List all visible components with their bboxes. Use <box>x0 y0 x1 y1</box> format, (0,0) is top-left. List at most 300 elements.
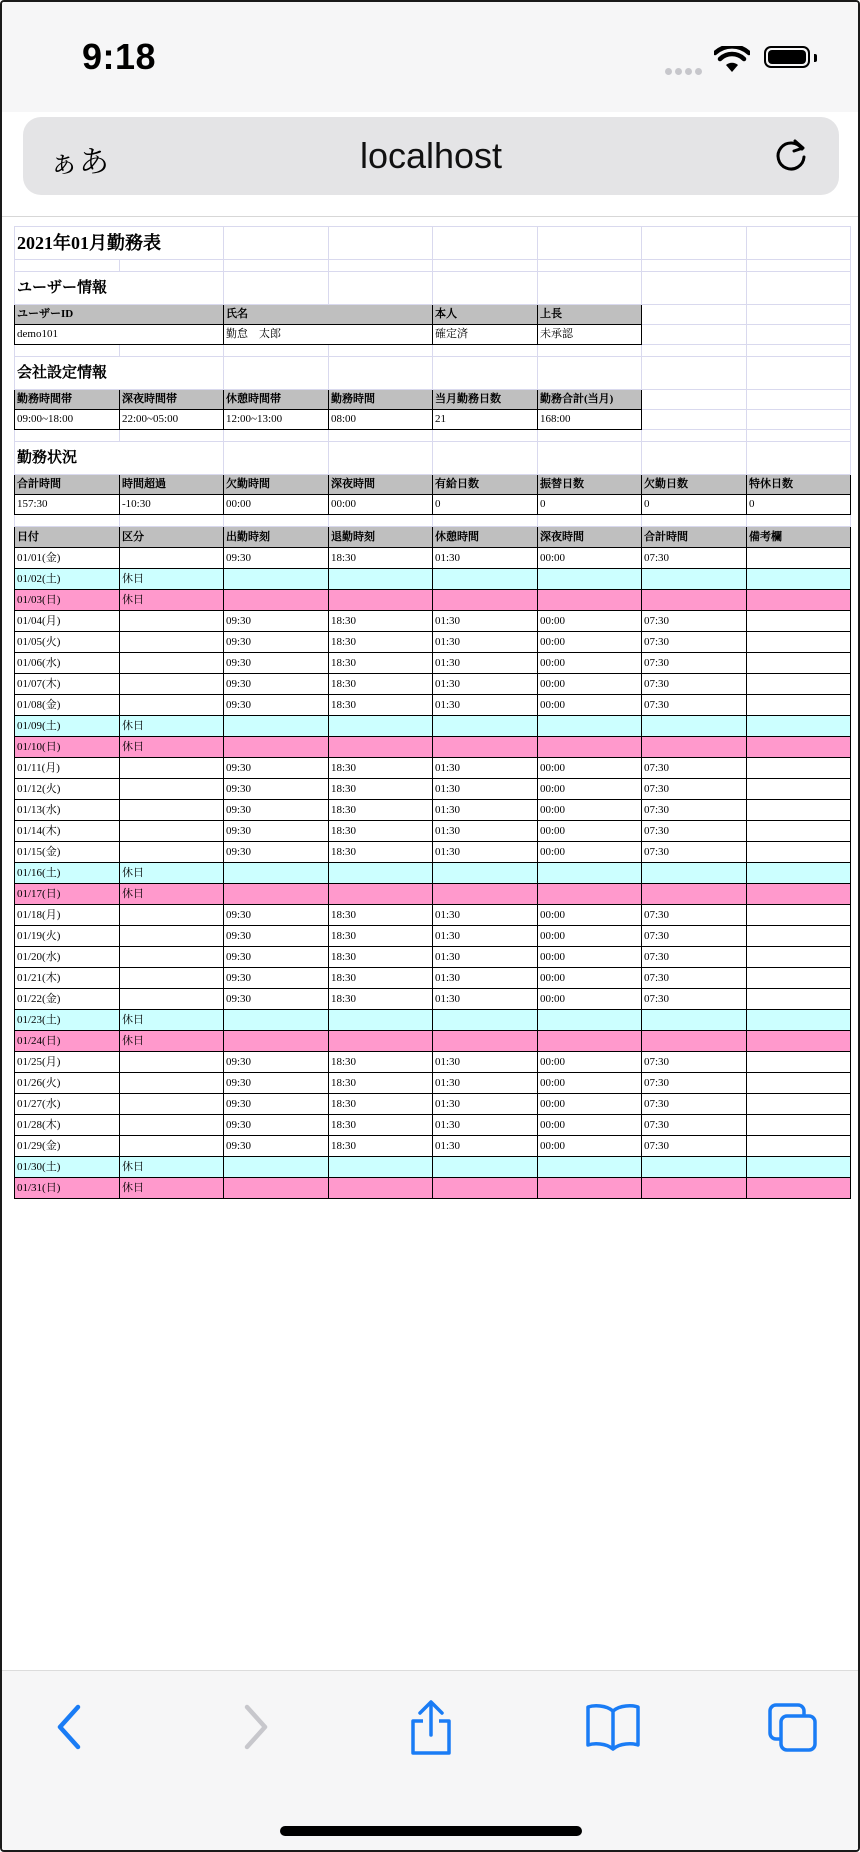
company-section-title-row <box>15 357 851 390</box>
company-value-cell: 22:00~05:00 <box>120 410 224 430</box>
attendance-cell <box>120 1052 224 1073</box>
attendance-cell: 07:30 <box>642 674 747 695</box>
attendance-cell <box>120 1073 224 1094</box>
attendance-cell <box>747 947 851 968</box>
attendance-cell <box>747 821 851 842</box>
attendance-cell: 01:30 <box>433 1136 538 1157</box>
attendance-cell: 休日 <box>120 863 224 884</box>
reload-icon[interactable] <box>771 135 811 175</box>
attendance-cell: 18:30 <box>329 1115 433 1136</box>
attendance-row <box>15 842 851 863</box>
attendance-row <box>15 821 851 842</box>
attendance-row <box>15 863 851 884</box>
attendance-cell: 07:30 <box>642 905 747 926</box>
attendance-cell: 00:00 <box>538 1052 642 1073</box>
attendance-cell: 18:30 <box>329 779 433 800</box>
attendance-cell <box>747 758 851 779</box>
attendance-cell: 01:30 <box>433 632 538 653</box>
attendance-cell <box>120 842 224 863</box>
attendance-cell: 00:00 <box>538 821 642 842</box>
status-section-title: 勤務状況 <box>15 442 224 475</box>
attendance-cell: 07:30 <box>642 1136 747 1157</box>
attendance-cell: 00:00 <box>538 758 642 779</box>
attendance-header-cell: 備考欄 <box>747 527 851 548</box>
attendance-cell <box>433 884 538 905</box>
attendance-cell: 01/13(水) <box>15 800 120 821</box>
company-header-row <box>15 390 851 410</box>
attendance-cell: 01:30 <box>433 548 538 569</box>
attendance-cell: 09:30 <box>224 548 329 569</box>
attendance-cell: 09:30 <box>224 926 329 947</box>
user-name-value: 勤怠 太郎 <box>224 325 433 345</box>
attendance-row <box>15 1073 851 1094</box>
attendance-cell: 01/29(金) <box>15 1136 120 1157</box>
attendance-cell <box>747 674 851 695</box>
attendance-cell: 09:30 <box>224 653 329 674</box>
attendance-cell <box>433 1157 538 1178</box>
attendance-cell: 01/31(日) <box>15 1178 120 1199</box>
attendance-cell <box>642 1031 747 1052</box>
attendance-cell <box>538 863 642 884</box>
status-header-cell: 欠勤日数 <box>642 475 747 495</box>
attendance-cell <box>747 1115 851 1136</box>
attendance-cell: 09:30 <box>224 800 329 821</box>
attendance-cell <box>120 779 224 800</box>
attendance-cell: 09:30 <box>224 989 329 1010</box>
attendance-cell: 01/07(木) <box>15 674 120 695</box>
attendance-cell: 01/06(水) <box>15 653 120 674</box>
attendance-cell <box>747 968 851 989</box>
attendance-cell: 07:30 <box>642 821 747 842</box>
attendance-cell: 休日 <box>120 1010 224 1031</box>
attendance-header-row <box>15 527 851 548</box>
attendance-cell <box>120 1136 224 1157</box>
status-value-cell: 0 <box>747 495 851 515</box>
attendance-row <box>15 674 851 695</box>
attendance-cell: 18:30 <box>329 926 433 947</box>
attendance-cell: 18:30 <box>329 548 433 569</box>
attendance-cell <box>433 737 538 758</box>
attendance-cell: 00:00 <box>538 1094 642 1115</box>
attendance-cell <box>224 1010 329 1031</box>
attendance-cell: 01/25(月) <box>15 1052 120 1073</box>
browser-toolbar <box>2 1670 858 1851</box>
attendance-row <box>15 548 851 569</box>
attendance-cell: 09:30 <box>224 842 329 863</box>
attendance-row <box>15 632 851 653</box>
status-header-cell: 有給日数 <box>433 475 538 495</box>
attendance-cell <box>747 800 851 821</box>
attendance-cell: 01:30 <box>433 1094 538 1115</box>
attendance-cell <box>224 884 329 905</box>
attendance-cell <box>747 1094 851 1115</box>
attendance-cell <box>120 821 224 842</box>
attendance-cell: 09:30 <box>224 1094 329 1115</box>
attendance-cell <box>433 1031 538 1052</box>
attendance-cell <box>120 695 224 716</box>
attendance-cell: 00:00 <box>538 968 642 989</box>
status-bar <box>2 2 858 112</box>
user-header-row <box>15 305 851 325</box>
attendance-cell <box>747 842 851 863</box>
attendance-row <box>15 1178 851 1199</box>
attendance-cell: 07:30 <box>642 1094 747 1115</box>
attendance-cell: 01:30 <box>433 989 538 1010</box>
attendance-cell: 01/26(火) <box>15 1073 120 1094</box>
attendance-cell: 09:30 <box>224 821 329 842</box>
attendance-header-cell: 区分 <box>120 527 224 548</box>
status-time: 9:18 <box>82 36 157 77</box>
attendance-cell <box>120 1094 224 1115</box>
attendance-cell: 01:30 <box>433 821 538 842</box>
attendance-cell: 01/10(日) <box>15 737 120 758</box>
attendance-cell: 01/20(水) <box>15 947 120 968</box>
attendance-cell: 休日 <box>120 1178 224 1199</box>
company-value-cell: 12:00~13:00 <box>224 410 329 430</box>
attendance-cell <box>538 1031 642 1052</box>
attendance-cell: 01/05(火) <box>15 632 120 653</box>
attendance-cell: 00:00 <box>538 842 642 863</box>
attendance-cell: 07:30 <box>642 968 747 989</box>
attendance-cell <box>747 653 851 674</box>
attendance-cell: 07:30 <box>642 947 747 968</box>
attendance-header-cell: 日付 <box>15 527 120 548</box>
attendance-cell: 01/22(金) <box>15 989 120 1010</box>
home-indicator[interactable] <box>280 1826 582 1836</box>
status-value-row <box>15 495 851 515</box>
attendance-cell: 00:00 <box>538 989 642 1010</box>
attendance-cell: 07:30 <box>642 779 747 800</box>
attendance-cell: 01/08(金) <box>15 695 120 716</box>
attendance-cell: 18:30 <box>329 695 433 716</box>
attendance-cell <box>747 989 851 1010</box>
status-value-cell: 0 <box>642 495 747 515</box>
status-header-row <box>15 475 851 495</box>
self-label: 本人 <box>433 305 538 325</box>
attendance-cell: 18:30 <box>329 632 433 653</box>
attendance-cell: 18:30 <box>329 968 433 989</box>
attendance-cell <box>329 1010 433 1031</box>
attendance-cell <box>747 548 851 569</box>
attendance-cell: 休日 <box>120 569 224 590</box>
attendance-cell: 01:30 <box>433 1052 538 1073</box>
attendance-cell: 09:30 <box>224 779 329 800</box>
timesheet-grid <box>14 226 851 1199</box>
attendance-cell <box>224 1178 329 1199</box>
attendance-cell: 01:30 <box>433 926 538 947</box>
attendance-cell: 18:30 <box>329 800 433 821</box>
attendance-cell <box>329 716 433 737</box>
attendance-cell: 00:00 <box>538 548 642 569</box>
company-value-cell: 08:00 <box>329 410 433 430</box>
attendance-cell: 01:30 <box>433 674 538 695</box>
status-value-cell: 00:00 <box>224 495 329 515</box>
attendance-cell <box>747 1052 851 1073</box>
user-value-row <box>15 325 851 345</box>
attendance-cell <box>538 1157 642 1178</box>
attendance-cell: 01/12(火) <box>15 779 120 800</box>
back-icon[interactable] <box>50 1701 90 1753</box>
attendance-cell <box>642 716 747 737</box>
address-bar[interactable] <box>23 117 839 195</box>
attendance-cell <box>747 1073 851 1094</box>
attendance-cell: 18:30 <box>329 653 433 674</box>
attendance-cell <box>120 989 224 1010</box>
status-value-cell: 0 <box>433 495 538 515</box>
attendance-cell <box>329 569 433 590</box>
attendance-cell: 01/24(日) <box>15 1031 120 1052</box>
company-section-title: 会社設定情報 <box>15 357 224 390</box>
attendance-cell: 01/16(土) <box>15 863 120 884</box>
wifi-icon <box>714 46 750 74</box>
attendance-cell: 01/28(木) <box>15 1115 120 1136</box>
attendance-cell <box>224 863 329 884</box>
attendance-cell <box>538 884 642 905</box>
attendance-cell: 18:30 <box>329 947 433 968</box>
attendance-cell: 07:30 <box>642 1052 747 1073</box>
attendance-cell <box>642 1178 747 1199</box>
share-icon[interactable] <box>407 1699 455 1757</box>
attendance-cell <box>120 947 224 968</box>
attendance-row <box>15 905 851 926</box>
attendance-cell: 01:30 <box>433 968 538 989</box>
page-title: 2021年01月勤務表 <box>15 227 224 260</box>
attendance-cell: 07:30 <box>642 800 747 821</box>
attendance-cell <box>747 905 851 926</box>
attendance-cell: 00:00 <box>538 653 642 674</box>
attendance-cell <box>747 1010 851 1031</box>
attendance-cell <box>120 674 224 695</box>
attendance-cell <box>642 590 747 611</box>
attendance-cell <box>329 1178 433 1199</box>
attendance-cell: 09:30 <box>224 1136 329 1157</box>
attendance-cell <box>538 569 642 590</box>
attendance-cell: 09:30 <box>224 947 329 968</box>
attendance-row <box>15 1052 851 1073</box>
company-header-cell: 当月勤務日数 <box>433 390 538 410</box>
tabs-icon[interactable] <box>766 1701 820 1755</box>
attendance-cell: 18:30 <box>329 989 433 1010</box>
attendance-cell: 07:30 <box>642 1073 747 1094</box>
attendance-row <box>15 1157 851 1178</box>
address-host[interactable]: localhost <box>359 135 503 176</box>
attendance-cell: 00:00 <box>538 674 642 695</box>
attendance-cell: 18:30 <box>329 821 433 842</box>
status-header-cell: 深夜時間 <box>329 475 433 495</box>
attendance-cell <box>642 1157 747 1178</box>
status-header-cell: 合計時間 <box>15 475 120 495</box>
attendance-cell: 休日 <box>120 590 224 611</box>
attendance-cell: 09:30 <box>224 905 329 926</box>
attendance-cell: 01:30 <box>433 1073 538 1094</box>
attendance-row <box>15 1115 851 1136</box>
attendance-cell: 01/09(土) <box>15 716 120 737</box>
attendance-cell <box>538 1178 642 1199</box>
attendance-cell <box>642 569 747 590</box>
attendance-cell <box>747 737 851 758</box>
attendance-cell <box>433 863 538 884</box>
attendance-row <box>15 1010 851 1031</box>
attendance-cell <box>329 737 433 758</box>
attendance-row <box>15 926 851 947</box>
attendance-row <box>15 968 851 989</box>
status-header-cell: 振替日数 <box>538 475 642 495</box>
attendance-cell: 18:30 <box>329 1052 433 1073</box>
boss-status-value: 未承認 <box>538 325 642 345</box>
attendance-cell <box>747 863 851 884</box>
attendance-cell <box>120 905 224 926</box>
timesheet <box>14 226 850 1199</box>
attendance-cell: 01:30 <box>433 758 538 779</box>
user-id-label: ユーザーID <box>15 305 224 325</box>
attendance-cell <box>747 1178 851 1199</box>
attendance-cell: 18:30 <box>329 758 433 779</box>
boss-label: 上長 <box>538 305 642 325</box>
attendance-header-cell: 退勤時刻 <box>329 527 433 548</box>
user-name-label: 氏名 <box>224 305 433 325</box>
attendance-cell: 01:30 <box>433 947 538 968</box>
user-section-title-row <box>15 272 851 305</box>
attendance-row <box>15 695 851 716</box>
attendance-cell: 00:00 <box>538 800 642 821</box>
battery-cap <box>814 54 817 62</box>
user-id-value: demo101 <box>15 325 224 345</box>
attendance-cell <box>224 1157 329 1178</box>
company-header-cell: 勤務時間帯 <box>15 390 120 410</box>
attendance-cell <box>747 590 851 611</box>
attendance-row <box>15 779 851 800</box>
attendance-header-cell: 出勤時刻 <box>224 527 329 548</box>
status-value-cell: -10:30 <box>120 495 224 515</box>
status-section-title-row <box>15 442 851 475</box>
attendance-cell <box>433 590 538 611</box>
bookmarks-icon[interactable] <box>584 1701 642 1753</box>
attendance-cell <box>747 695 851 716</box>
company-value-cell: 21 <box>433 410 538 430</box>
attendance-row <box>15 611 851 632</box>
attendance-row <box>15 884 851 905</box>
attendance-cell <box>747 779 851 800</box>
attendance-cell: 07:30 <box>642 611 747 632</box>
attendance-cell <box>329 590 433 611</box>
attendance-header-cell: 合計時間 <box>642 527 747 548</box>
attendance-cell: 09:30 <box>224 1073 329 1094</box>
attendance-cell <box>120 548 224 569</box>
attendance-cell: 09:30 <box>224 632 329 653</box>
attendance-row <box>15 737 851 758</box>
status-header-cell: 時間超過 <box>120 475 224 495</box>
attendance-cell: 01/23(土) <box>15 1010 120 1031</box>
attendance-row <box>15 1031 851 1052</box>
forward-icon[interactable] <box>235 1701 275 1753</box>
attendance-cell: 休日 <box>120 1157 224 1178</box>
attendance-cell <box>329 1031 433 1052</box>
attendance-cell: 07:30 <box>642 695 747 716</box>
attendance-cell: 07:30 <box>642 548 747 569</box>
attendance-cell: 01:30 <box>433 905 538 926</box>
attendance-cell <box>433 1178 538 1199</box>
attendance-row <box>15 989 851 1010</box>
attendance-cell <box>120 926 224 947</box>
attendance-row <box>15 758 851 779</box>
attendance-cell <box>329 1157 433 1178</box>
attendance-cell <box>329 884 433 905</box>
company-header-cell: 深夜時間帯 <box>120 390 224 410</box>
attendance-cell: 07:30 <box>642 653 747 674</box>
attendance-cell: 01:30 <box>433 842 538 863</box>
attendance-cell: 01:30 <box>433 653 538 674</box>
attendance-cell: 01/17(日) <box>15 884 120 905</box>
attendance-cell: 09:30 <box>224 695 329 716</box>
attendance-cell: 00:00 <box>538 611 642 632</box>
attendance-cell: 01/11(月) <box>15 758 120 779</box>
attendance-cell <box>747 1157 851 1178</box>
attendance-header-cell: 休憩時間 <box>433 527 538 548</box>
attendance-row <box>15 800 851 821</box>
attendance-cell: 18:30 <box>329 1136 433 1157</box>
attendance-cell <box>747 1136 851 1157</box>
attendance-cell <box>538 1010 642 1031</box>
attendance-cell: 00:00 <box>538 1136 642 1157</box>
company-header-cell: 勤務時間 <box>329 390 433 410</box>
status-header-cell: 欠勤時間 <box>224 475 329 495</box>
attendance-cell: 01/14(木) <box>15 821 120 842</box>
self-status-value: 確定済 <box>433 325 538 345</box>
attendance-cell <box>538 716 642 737</box>
status-header-cell: 特休日数 <box>747 475 851 495</box>
attendance-cell: 00:00 <box>538 947 642 968</box>
attendance-cell: 01:30 <box>433 1115 538 1136</box>
attendance-cell: 01:30 <box>433 800 538 821</box>
attendance-cell: 01/01(金) <box>15 548 120 569</box>
attendance-cell <box>433 569 538 590</box>
attendance-cell: 09:30 <box>224 758 329 779</box>
attendance-cell <box>329 863 433 884</box>
attendance-cell <box>538 590 642 611</box>
text-size-button[interactable]: ぁあ <box>49 146 109 179</box>
attendance-cell <box>747 569 851 590</box>
attendance-cell: 09:30 <box>224 1052 329 1073</box>
attendance-cell: 01/15(金) <box>15 842 120 863</box>
attendance-cell: 休日 <box>120 737 224 758</box>
attendance-cell: 01:30 <box>433 779 538 800</box>
attendance-cell <box>224 590 329 611</box>
company-value-row <box>15 410 851 430</box>
attendance-row <box>15 569 851 590</box>
attendance-row <box>15 590 851 611</box>
attendance-cell: 00:00 <box>538 1115 642 1136</box>
attendance-header-cell: 深夜時間 <box>538 527 642 548</box>
attendance-cell <box>224 1031 329 1052</box>
attendance-cell <box>642 737 747 758</box>
attendance-cell: 休日 <box>120 1031 224 1052</box>
attendance-cell: 07:30 <box>642 926 747 947</box>
web-content-divider <box>2 216 858 217</box>
attendance-cell <box>120 758 224 779</box>
attendance-cell: 01/30(土) <box>15 1157 120 1178</box>
attendance-cell: 00:00 <box>538 905 642 926</box>
attendance-cell <box>224 716 329 737</box>
company-header-cell: 休憩時間帯 <box>224 390 329 410</box>
attendance-cell <box>433 1010 538 1031</box>
user-section-title: ユーザー情報 <box>15 272 224 305</box>
attendance-row <box>15 947 851 968</box>
attendance-cell: 01/27(水) <box>15 1094 120 1115</box>
attendance-cell: 18:30 <box>329 842 433 863</box>
attendance-cell: 00:00 <box>538 1073 642 1094</box>
attendance-cell: 09:30 <box>224 1115 329 1136</box>
attendance-cell <box>120 1115 224 1136</box>
